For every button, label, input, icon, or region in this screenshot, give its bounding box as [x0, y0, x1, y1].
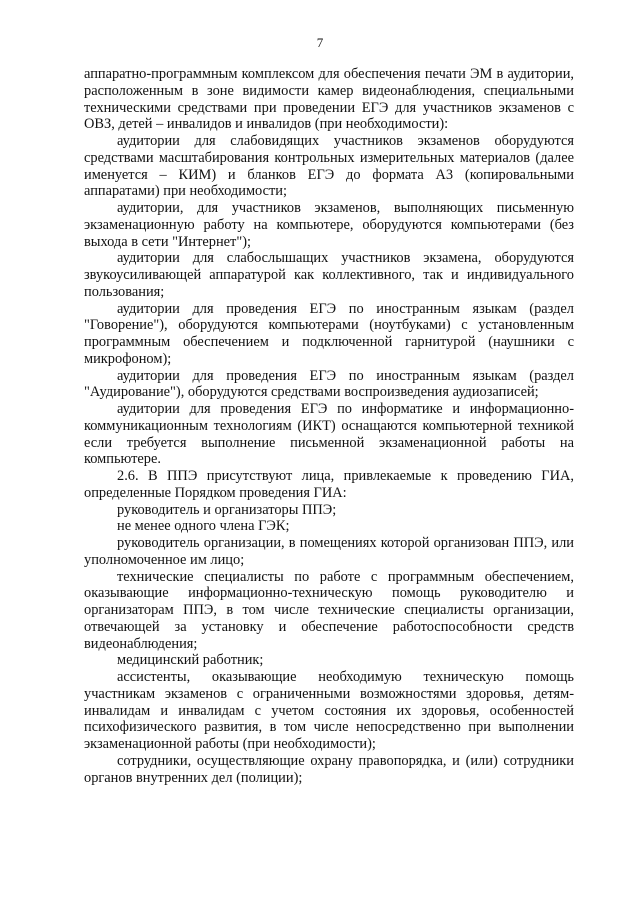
paragraph: аудитории для слабовидящих участников экзаменов оборудуются средствами масштабирования контрольных измерительных материалов (далее именуется – КИМ) и бланков ЕГЭ до формата А3 (копировальными аппаратами) при необходимости; — [84, 133, 574, 200]
paragraph: аудитории, для участников экзаменов, выполняющих письменную экзаменационную работу на компьютере, оборудуются компьютерами (без выхода в сети "Интернет"); — [84, 200, 574, 250]
paragraph: не менее одного члена ГЭК; — [117, 518, 290, 535]
paragraph: ассистенты, оказывающие необходимую техническую помощь участникам экзаменов с ограниченными возможностями здоровья, детям-инвалидам и инвалидам с учетом состояния их здоровья, особенностей психофизического развития, в том числе непосредственно при выполнении экзаменационной работы (при необходимости); — [84, 669, 574, 752]
paragraph: 2.6. В ППЭ присутствуют лица, привлекаемые к проведению ГИА, определенные Порядком проведения ГИА: — [84, 468, 574, 501]
paragraph: аппаратно-программным комплексом для обеспечения печати ЭМ в аудитории, расположенным в зоне видимости камер видеонаблюдения, специальными техническими средствами при проведении ЕГЭ для участников экзаменов с ОВЗ, детей – инвалидов и инвалидов (при необходимости): — [84, 66, 574, 133]
paragraph: руководитель организации, в помещениях которой организован ППЭ, или уполномоченное им лицо; — [84, 535, 574, 568]
paragraph: сотрудники, осуществляющие охрану правопорядка, и (или) сотрудники органов внутренних дел (полиции); — [84, 752, 574, 786]
paragraph: аудитории для проведения ЕГЭ по иностранным языкам (раздел "Говорение"), оборудуются компьютерами (ноутбуками) с установленным программным обеспечением и подключенной гарнитурой (наушники с микрофоном); — [84, 300, 574, 367]
paragraph: аудитории для проведения ЕГЭ по информатике и информационно-коммуникационным технологиям (ИКТ) оснащаются компьютерной техникой если требуется выполнение письменной экзаменационной работы на компьютере. — [84, 401, 574, 468]
paragraph: аудитории для слабослышащих участников экзамена, оборудуются звукоусиливающей аппаратурой как коллективного, так и индивидуального пользования; — [84, 250, 574, 300]
document-body — [84, 66, 574, 786]
paragraph: руководитель и организаторы ППЭ; — [117, 501, 337, 518]
paragraph: аудитории для проведения ЕГЭ по иностранным языкам (раздел "Аудирование"), оборудуются средствами воспроизведения аудиозаписей; — [84, 367, 574, 401]
paragraph: медицинский работник; — [117, 652, 264, 669]
page-number: 7 — [316, 35, 324, 50]
paragraph: технические специалисты по работе с программным обеспечением, оказывающие информационно-техническую помощь руководителю и организаторам ППЭ, в том числе технические специалисты организации, отвечающей за установку и обеспечение работоспособности средств видеонаблюдения; — [84, 568, 574, 652]
